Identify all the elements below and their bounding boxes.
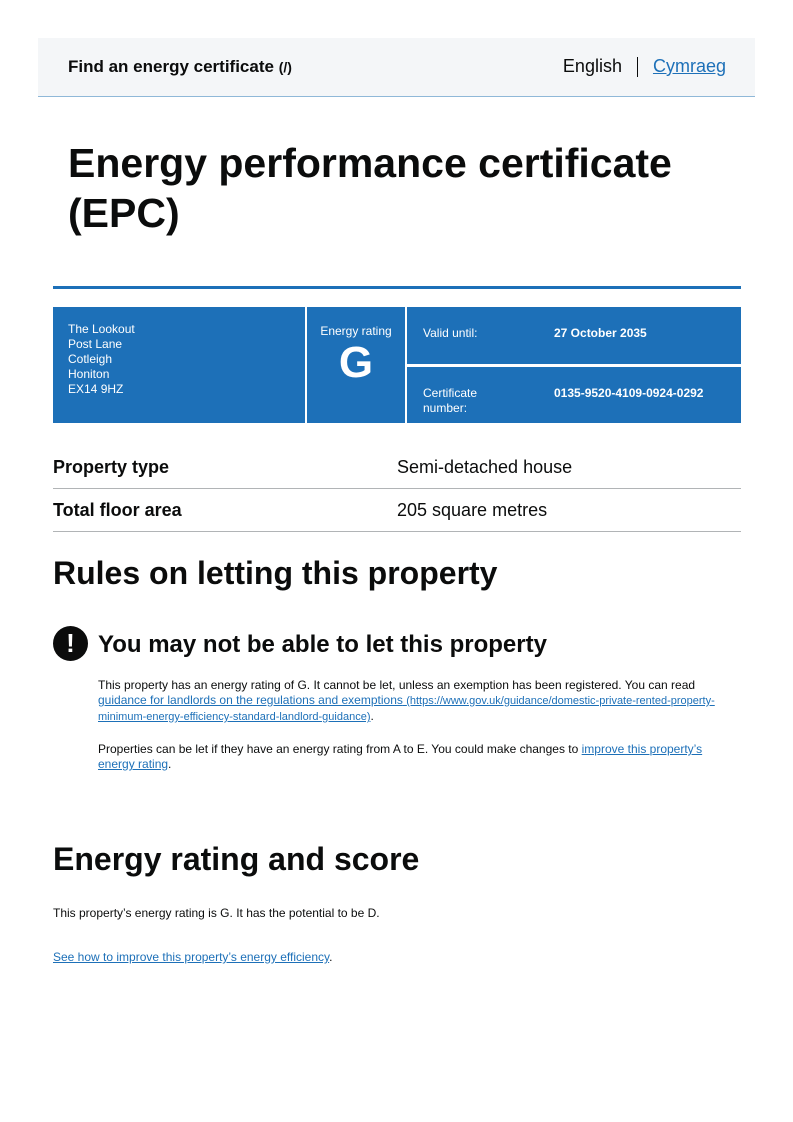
language-welsh-link[interactable]: Cymraeg <box>652 56 726 76</box>
valid-until-label: Valid until: <box>423 326 478 340</box>
floor-area-key: Total floor area <box>53 500 182 520</box>
improve-rating-link[interactable]: improve this property’s energy rating <box>98 742 703 771</box>
letting-text-1-end: . <box>370 709 374 723</box>
address-line: Honiton <box>68 367 110 381</box>
improve-efficiency-link[interactable]: See how to improve this property’s energy efficiency <box>53 950 330 964</box>
valid-until-box <box>407 307 741 364</box>
floor-area-row <box>53 490 741 532</box>
address-line: Post Lane <box>68 337 123 351</box>
letting-paragraph-2 <box>98 742 728 772</box>
site-header <box>38 38 755 97</box>
letting-text-1: This property has an energy rating of G. It cannot be let, unless an exemption has been registered. You can read <box>98 678 696 692</box>
property-type-value: Semi-detached house <box>397 457 573 477</box>
landlord-guidance-url[interactable]: (https://www.gov.uk/guidance/domestic-private-rented-property-minimum-energy-efficiency-standard-landlord-guidance) <box>98 695 715 723</box>
language-divider <box>637 57 638 77</box>
exclamation-icon: ! <box>53 626 88 661</box>
service-home-link[interactable]: (/) <box>278 59 292 75</box>
address-line: The Lookout <box>68 322 135 336</box>
certificate-number-value: 0135-9520-4109-0924-0292 <box>554 386 704 400</box>
page-title: Energy performance certificate (EPC) <box>68 140 672 237</box>
service-name[interactable] <box>68 57 292 77</box>
letting-text-2: Properties can be let if they have an energy rating from A to E. You could make changes to <box>98 742 582 756</box>
certificate-number-label: Certificate number: <box>423 386 478 415</box>
property-address <box>53 307 305 423</box>
energy-rating-label: Energy rating <box>320 324 392 338</box>
property-type-row <box>53 447 741 489</box>
landlord-guidance-link-text[interactable]: guidance for landlords on the regulations and exemptions <box>98 693 403 707</box>
letting-text-2-end: . <box>168 757 172 771</box>
certificate-number-box <box>407 367 741 423</box>
floor-area-value: 205 square metres <box>397 500 548 520</box>
address-line: EX14 9HZ <box>68 382 124 396</box>
valid-until-value: 27 October 2035 <box>554 326 647 340</box>
landlord-guidance-link[interactable] <box>98 693 715 723</box>
language-current: English <box>562 56 622 76</box>
energy-rating-letter: G <box>338 338 374 387</box>
service-name-text[interactable]: Find an energy certificate <box>68 57 274 76</box>
address-line: Cotleigh <box>68 352 113 366</box>
letting-paragraph-1 <box>98 678 728 725</box>
letting-heading: Rules on letting this property <box>53 555 498 591</box>
score-heading: Energy rating and score <box>53 841 420 877</box>
warning-title: You may not be able to let this property <box>98 631 547 658</box>
language-switcher <box>563 56 726 77</box>
energy-rating-box <box>307 307 405 423</box>
title-divider <box>53 286 741 289</box>
score-text: This property’s energy rating is G. It has the potential to be D. <box>53 906 380 920</box>
improve-efficiency-paragraph <box>53 950 741 965</box>
improve-efficiency-end: . <box>329 950 333 964</box>
property-type-key: Property type <box>53 457 170 477</box>
